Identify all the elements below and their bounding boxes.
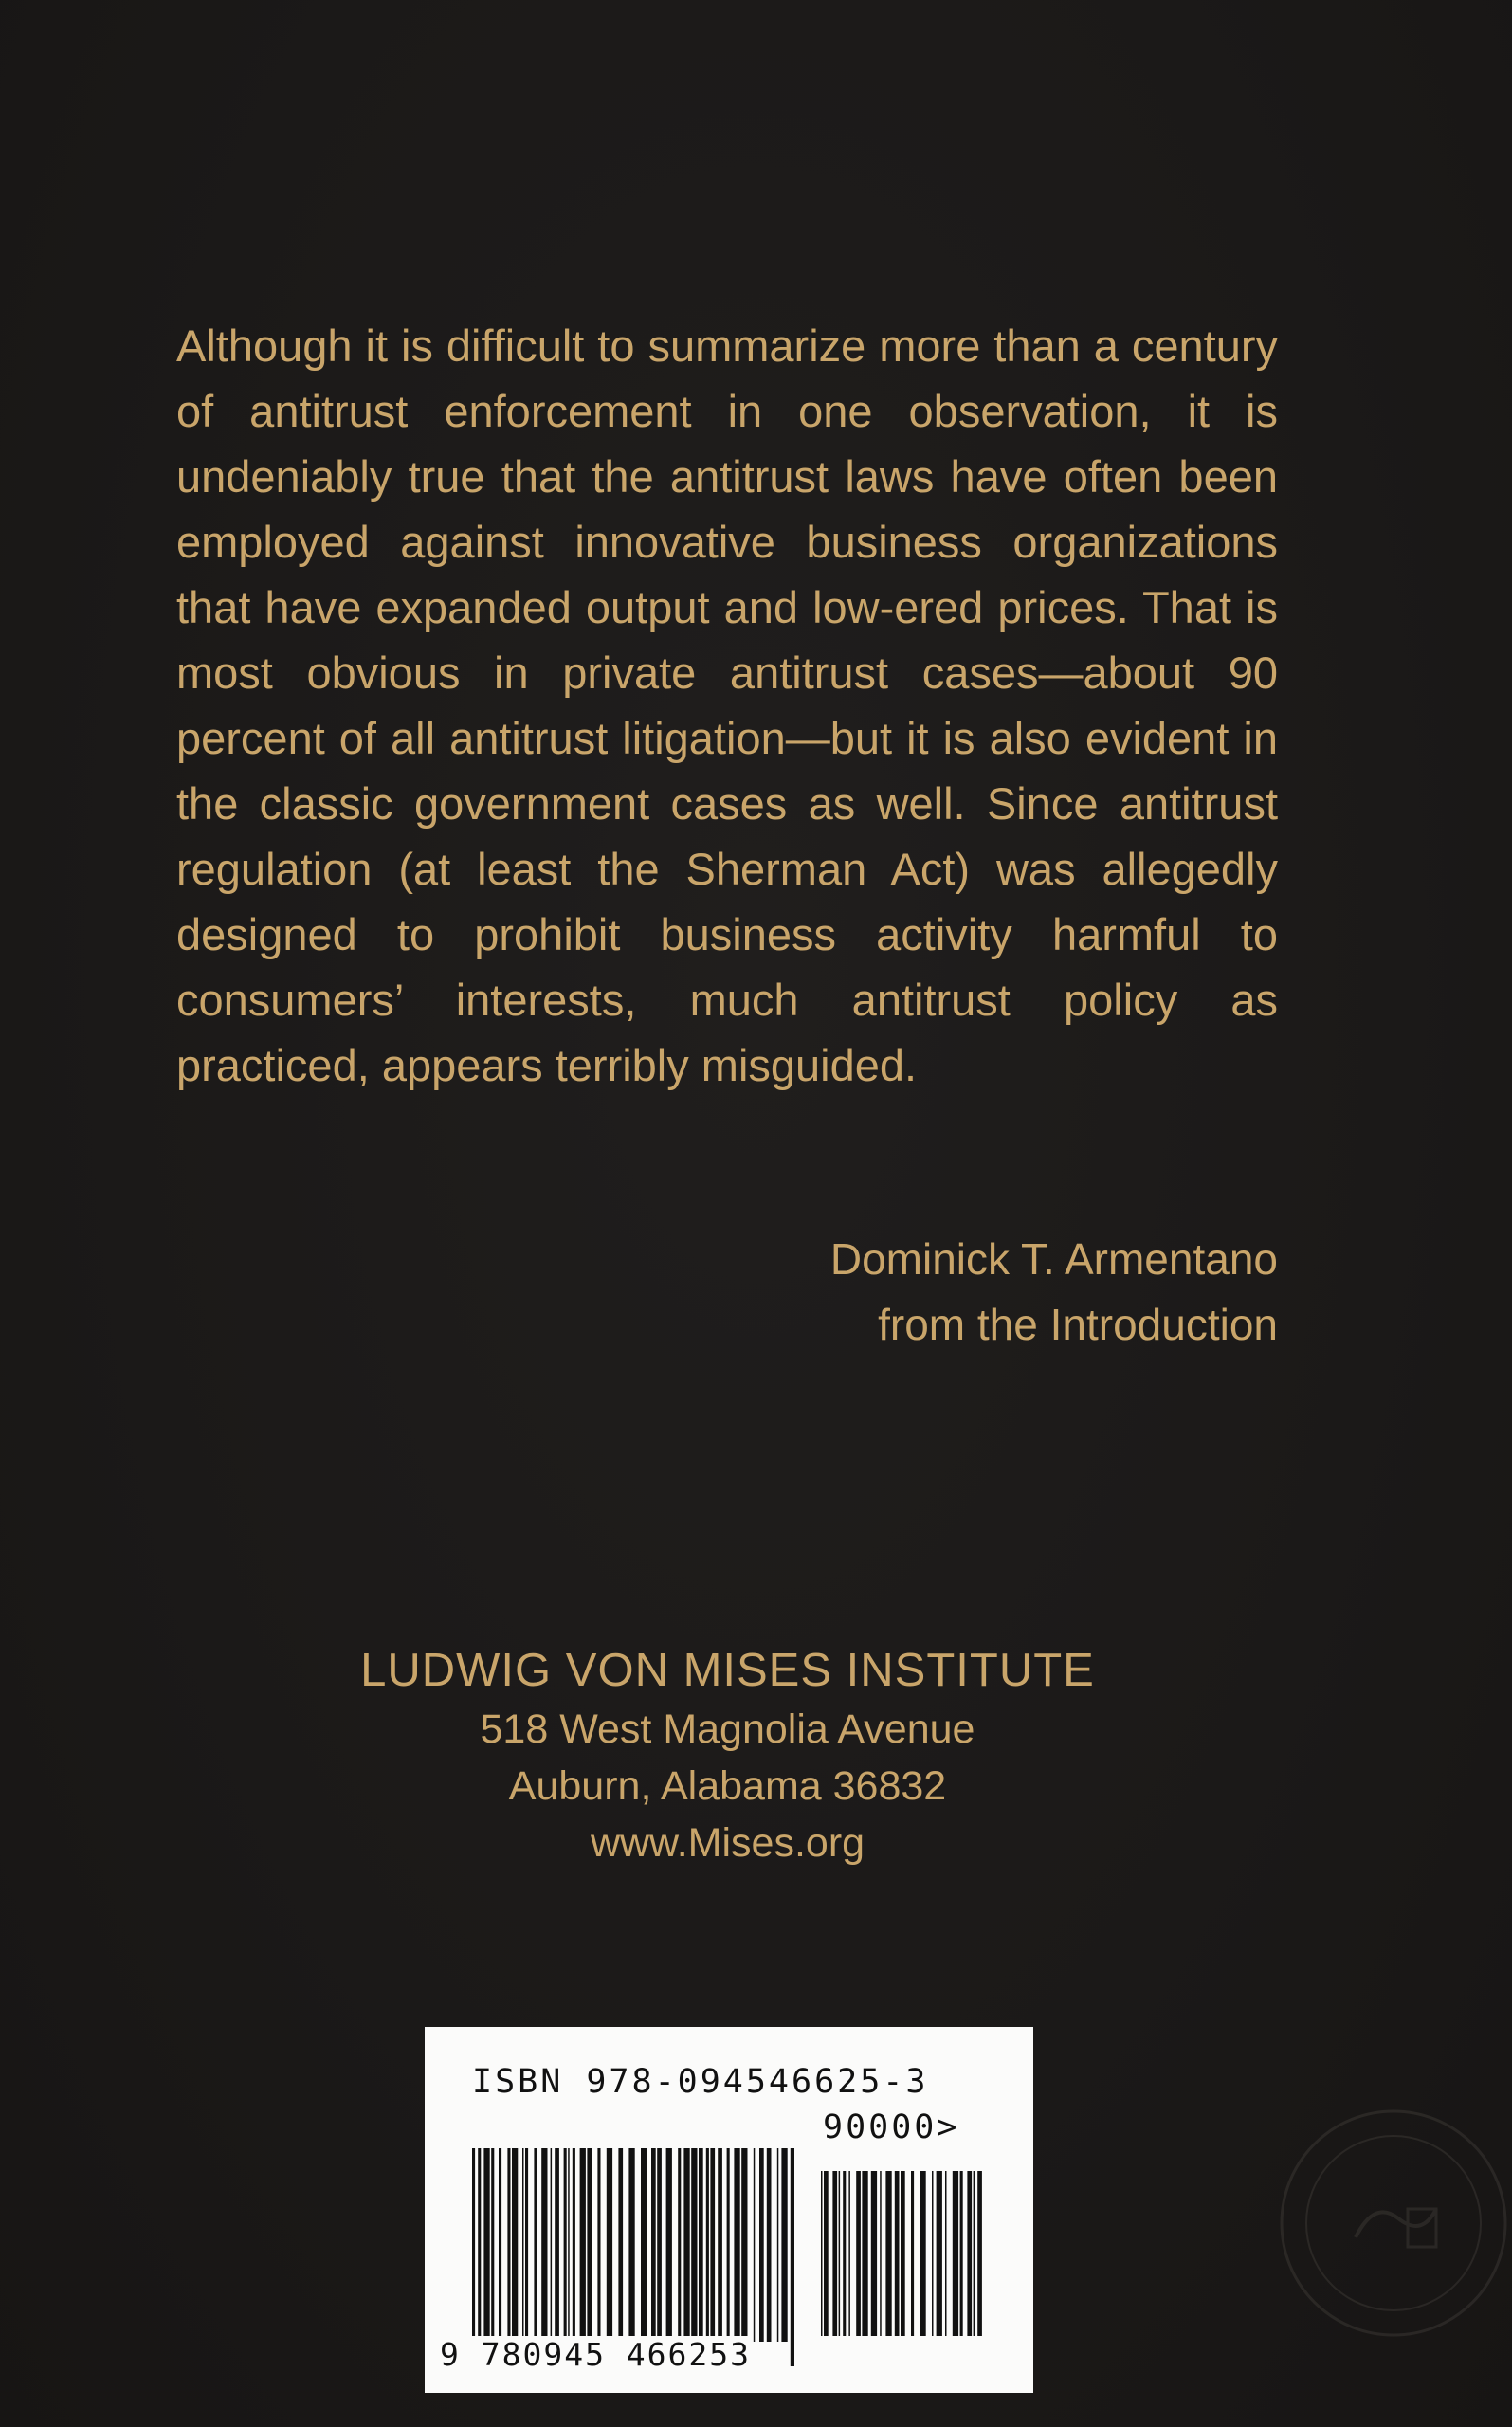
- barcode-bar: [781, 2148, 787, 2342]
- barcode-bar: [607, 2148, 612, 2342]
- isbn-text: ISBN 978-094546625-3: [472, 2063, 929, 2101]
- barcode-bar: [580, 2148, 586, 2342]
- barcode-bar: [699, 2148, 703, 2342]
- barcode-bar: [691, 2148, 697, 2342]
- publisher-name: LUDWIG VON MISES INSTITUTE: [360, 1645, 1095, 1696]
- barcode-bar: [628, 2148, 634, 2366]
- barcode-bar: [568, 2148, 570, 2342]
- publisher-block: [0, 1640, 1455, 1871]
- barcode-bar: [880, 2171, 882, 2336]
- barcode-bar: [491, 2148, 494, 2342]
- barcode-bar: [977, 2171, 982, 2336]
- barcode-bar: [953, 2171, 958, 2336]
- barcode-bar: [754, 2148, 756, 2342]
- barcode-bar: [534, 2148, 537, 2342]
- barcode-bar: [839, 2171, 841, 2336]
- barcode-bar: [666, 2148, 672, 2342]
- barcode-bar: [848, 2171, 850, 2336]
- barcode-bar: [727, 2148, 730, 2342]
- barcode-bar: [522, 2148, 524, 2342]
- barcode-bar: [777, 2148, 779, 2342]
- publisher-city: Auburn, Alabama 36832: [508, 1763, 947, 1809]
- barcode-bar: [862, 2171, 867, 2336]
- barcode-bar: [618, 2148, 623, 2342]
- barcode-bar: [767, 2148, 772, 2342]
- barcode-bar: [555, 2148, 559, 2342]
- ean-barcode: [472, 2148, 794, 2366]
- barcode-bar: [824, 2171, 829, 2336]
- barcode-bar: [967, 2171, 972, 2336]
- barcode-bar: [678, 2148, 681, 2342]
- barcode-bar: [587, 2148, 592, 2342]
- quote-attribution: [830, 1227, 1278, 1358]
- barcode-bar: [525, 2148, 528, 2342]
- barcode-bar: [541, 2148, 547, 2342]
- barcode-bar: [821, 2171, 823, 2336]
- barcode-bar: [651, 2148, 656, 2342]
- barcode-bar: [759, 2148, 764, 2342]
- barcode-bar: [901, 2171, 905, 2336]
- barcode-bar: [895, 2171, 900, 2336]
- barcode-bar: [710, 2148, 715, 2342]
- attribution-source: from the Introduction: [878, 1300, 1278, 1349]
- barcode-bar: [871, 2171, 877, 2336]
- barcode-bar: [499, 2148, 501, 2342]
- barcode-bar: [507, 2148, 510, 2342]
- barcode-bar: [564, 2148, 567, 2342]
- barcode-bar: [937, 2171, 942, 2336]
- barcode-bar: [512, 2148, 518, 2342]
- barcode-bar: [843, 2171, 846, 2336]
- bookseller-stamp-mark: [1266, 2095, 1512, 2351]
- barcode-bar: [885, 2171, 891, 2336]
- barcode-bar: [478, 2148, 481, 2366]
- barcode-bar: [945, 2171, 947, 2336]
- barcode-bar: [734, 2148, 739, 2342]
- barcode-bar: [974, 2171, 975, 2336]
- barcode-bar: [791, 2148, 794, 2366]
- barcode-bar: [706, 2148, 709, 2342]
- price-addon-barcode: [821, 2171, 986, 2361]
- attribution-author: Dominick T. Armentano: [829, 1234, 1278, 1284]
- barcode-bar: [597, 2148, 600, 2342]
- publisher-street: 518 West Magnolia Avenue: [480, 1706, 975, 1752]
- barcode-bar: [641, 2148, 647, 2342]
- cover-quote: Although it is difficult to summarize more than a century of antitrust enforcement in one observation, it is undeniably true that the antitrust laws have often been employed against innovative business organizations that have expanded output and low-ered prices. That is most obvious in private antitrust cases—about 90 percent of all antitrust litigation—but it is also evident in the classic government cases as well. Since antitrust regulation (at least the Sherman Act) was allegedly designed to prohibit business activity harmful to consumers’ interests, much antitrust policy as practiced, appears terribly misguided.: [176, 320, 1278, 1090]
- barcode-bar: [920, 2171, 925, 2336]
- barcode-bar: [483, 2148, 489, 2342]
- barcode-bar: [832, 2171, 837, 2336]
- barcode-bar: [551, 2148, 553, 2342]
- barcode-bar: [741, 2148, 747, 2342]
- barcode-digits: 9 780945 466253: [440, 2336, 752, 2373]
- barcode-bar: [932, 2171, 934, 2336]
- price-code: 90000>: [823, 2108, 960, 2146]
- barcode-bar: [960, 2171, 963, 2336]
- barcode-bar: [683, 2148, 689, 2342]
- barcode-bar: [718, 2148, 722, 2342]
- barcode-bar: [573, 2148, 575, 2342]
- barcode-bar: [472, 2148, 475, 2366]
- barcode-bar: [911, 2171, 914, 2336]
- publisher-website: www.Mises.org: [590, 1820, 865, 1866]
- barcode-bar: [657, 2148, 662, 2342]
- barcode-label: [425, 2027, 1033, 2393]
- barcode-bar: [856, 2171, 861, 2336]
